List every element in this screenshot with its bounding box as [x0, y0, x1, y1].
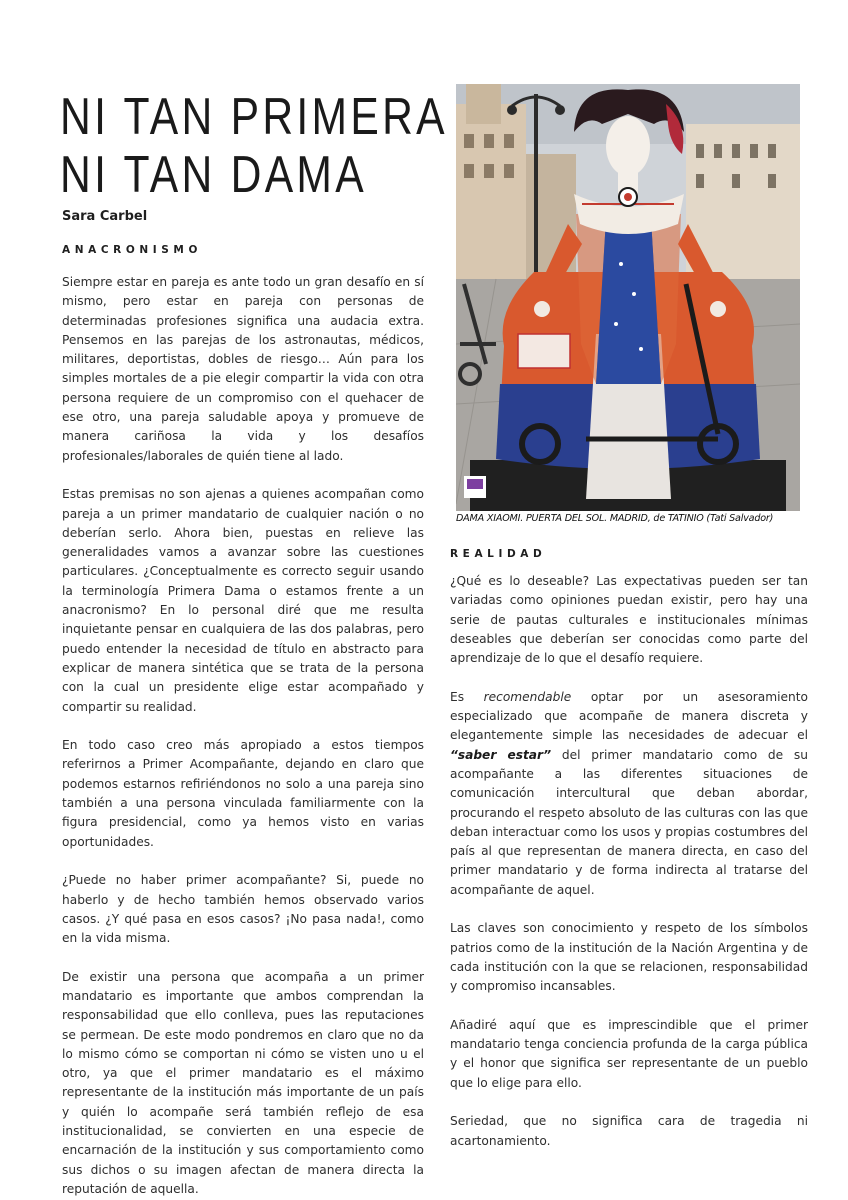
title-line-2: NI TAN DAMA: [60, 146, 367, 204]
paragraph: Estas premisas no son ajenas a quienes acompañan como pareja a un primer mandatario de cualquier nación o no deberían serlo. Ahora bien, puestas en relieve las generalidades vamos a avanzar sobre las cuestiones particulares. ¿Conceptualmente es correcto seguir usando la terminología Primera Dama o estamos frente a un anacronismo? En lo personal diré que me resulta inquietante pensar en cualquiera de las dos palabras, pero puedo entender la necesidad de título en abstracto para explicar de manera sintética que se trata de la persona con la cual un presidente elige estar acompañado y compartir su realidad.: [62, 487, 424, 714]
right-column: [450, 572, 808, 1151]
menina-statue-photo: [456, 84, 800, 511]
text-run: optar por un asesoramiento especializado que acompañe de manera discreta y elegantemente simple las necesidades de adecuar el: [450, 689, 808, 743]
paragraph: De existir una persona que acompaña a un primer mandatario es importante que ambos comprendan la responsabilidad que ello conlleva, pues las reputaciones se permean. De este modo pondremos en claro que no da lo mismo cómo se comportan ni cómo se visten uno u el otro, ya que el primer mandatario es el máximo representante de la institución más importante de un país y quién lo acompañe será también reflejo de esa institucionalidad, se convierten en una especie de encarnación de la institución y sus comportamiento como sus dichos o su imagen afectan de manera directa la reputación de aquella.: [62, 969, 424, 1196]
section-heading-anacronismo: ANACRONISMO: [62, 244, 202, 256]
left-column: [62, 273, 424, 1199]
paragraph: Añadiré aquí que es imprescindible que el primer mandatario tenga conciencia profunda de la carga pública y el honor que significa ser representante de un pueblo que lo elige para ello.: [450, 1017, 808, 1090]
section-heading-realidad: REALIDAD: [450, 548, 547, 560]
title-line-1: NI TAN PRIMERA: [60, 88, 448, 146]
photo-illustration: [456, 84, 800, 511]
article-title: [60, 88, 448, 204]
paragraph: ¿Qué es lo deseable? Las expectativas pueden ser tan variadas como opiniones puedan existir, pero hay una serie de pautas culturales e institucionales mínimas deseables que deberían ser conocidas como parte del aprendizaje de lo que el desafío requiere.: [450, 574, 808, 666]
text-run: del primer mandatario como de su acompañante a las diferentes situaciones de comunicación intercultural que deban abordar, procurando el respeto absoluto de las culturas con las que deban interactuar como los usos y propias costumbres del país al que representan de manera directa, en caso del primer mandatario y de forma indirecta al tratarse del acompañante de aquel.: [450, 747, 808, 897]
paragraph: Siempre estar en pareja es ante todo un gran desafío en sí mismo, pero estar en pareja con personas de determinadas profesiones significa una audacia extra. Pensemos en las parejas de los astronautas, médicos, militares, deportistas, dobles de riesgo… Aún para los simples mortales de a pie elegir compartir la vida con otra persona requiere de un compromiso con el quehacer de ese otro, una pareja saludable apoya y promueve de manera cariñosa la vida y los desafíos profesionales/laborales de quién tiene al lado.: [62, 275, 424, 463]
emphasis-text: recomendable: [483, 689, 572, 704]
paragraph-recommendation: [450, 688, 808, 900]
paragraph: Seriedad, que no significa cara de tragedia ni acartonamiento.: [450, 1114, 808, 1148]
author-name: Sara Carbel: [62, 209, 148, 224]
paragraph: Las claves son conocimiento y respeto de los símbolos patrios como de la institución de la Nación Argentina y de cada institución con la que se relacionen, responsabilidad y compromiso incansables.: [450, 921, 808, 994]
paragraph: ¿Puede no haber primer acompañante? Si, puede no haberlo y de hecho también hemos observado varios casos. ¿Y qué pasa en esos casos? ¡No pasa nada!, como en la vida misma.: [62, 873, 424, 946]
paragraph: En todo caso creo más apropiado a estos tiempos referirnos a Primer Acompañante, dejando en claro que podemos estarnos refiriéndonos no solo a una pareja sino también a una persona vinculada familiarmente con la figura presidencial, como ya hemos visto en varias oportunidades.: [62, 738, 424, 849]
bold-italic-text: “saber estar”: [450, 747, 552, 762]
text-run: Es: [450, 689, 484, 704]
photo-caption: DAMA XIAOMI. PUERTA DEL SOL. MADRID, de TATINIO (Tati Salvador): [456, 513, 774, 524]
